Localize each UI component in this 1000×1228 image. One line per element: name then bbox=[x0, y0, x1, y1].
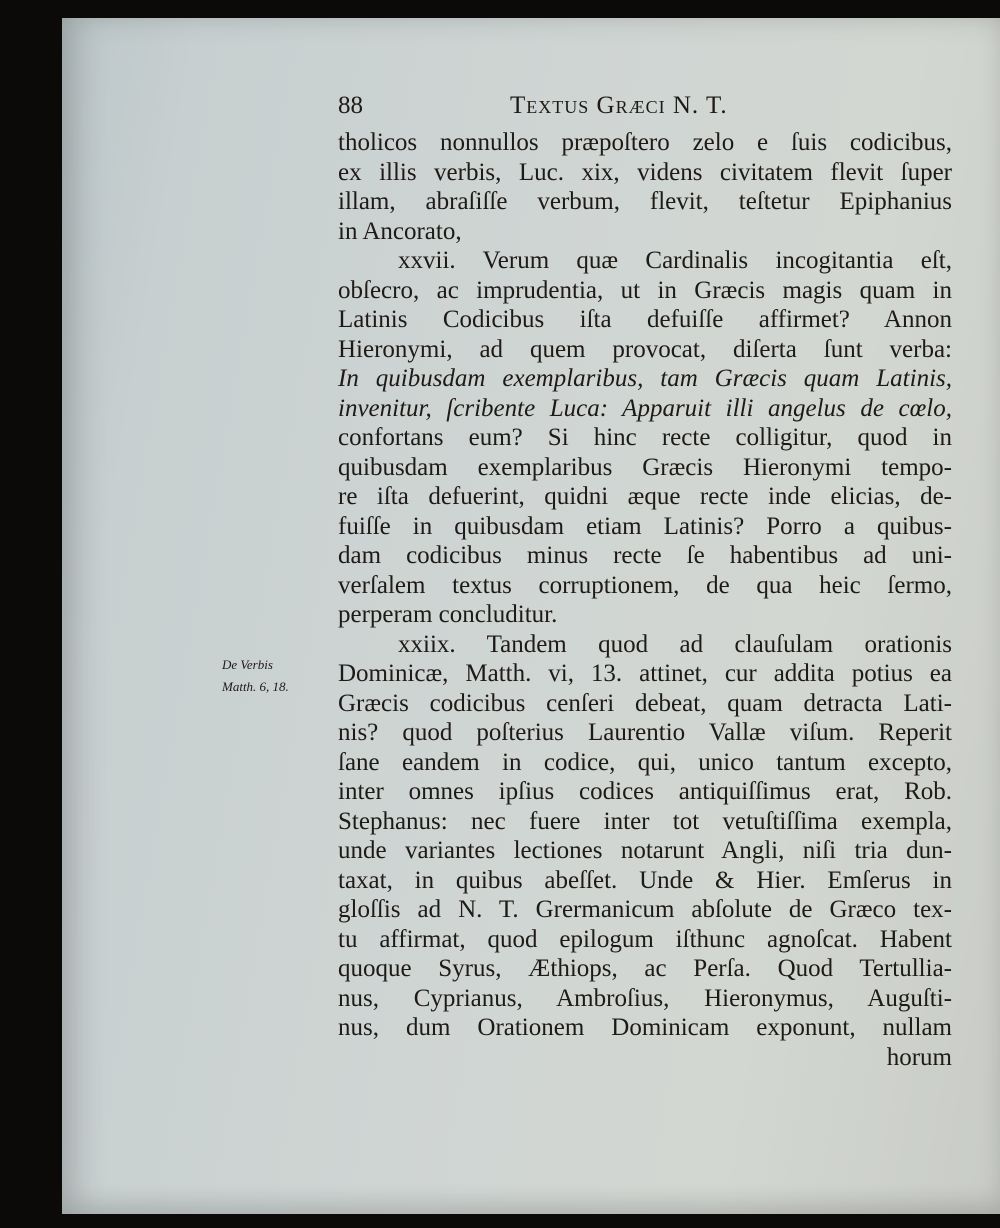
text-line: quoque Syrus, Æthiops, ac Perſa. Quod Tertullia- bbox=[338, 955, 952, 982]
text-line: nus, Cyprianus, Ambroſius, Hieronymus, Auguſti- bbox=[338, 984, 952, 1012]
text-line: Dominicæ, Matth. vi, 13. attinet, cur addita potius ea bbox=[338, 660, 952, 687]
text-line: inter omnes ipſius codices antiquiſſimus erat, Rob. bbox=[338, 778, 952, 805]
page-number: 88 bbox=[338, 92, 363, 119]
text-line: perperam concluditur. bbox=[338, 601, 558, 628]
text-line: quibusdam exemplaribus Græcis Hieronymi tempo- bbox=[338, 453, 952, 481]
text-line: Græcis codicibus cenſeri debeat, quam detracta Lati- bbox=[338, 689, 952, 717]
text-line: taxat, in quibus abeſſet. Unde & Hier. Emſerus in bbox=[338, 866, 952, 894]
catchword: horum bbox=[886, 1043, 952, 1071]
text-line: Stephanus: nec fuere inter tot vetuſtiſſima exempla, bbox=[338, 807, 952, 835]
text-line: xxvii. Verum quæ Cardinalis incogitantia eſt, bbox=[398, 247, 952, 274]
text-line: gloſſis ad N. T. Grermanicum abſolute de Græco tex- bbox=[338, 896, 952, 923]
text-line: In quibusdam exemplaribus, tam Græcis quam Latinis, bbox=[338, 365, 952, 392]
text-line: illam, abraſiſſe verbum, flevit, teſtetur Epiphanius bbox=[338, 188, 952, 215]
text-line: tholicos nonnullos præpoſtero zelo e ſuis codicibus, bbox=[338, 129, 952, 156]
text-line: xxiix. Tandem quod ad clauſulam orationis bbox=[398, 630, 952, 658]
text-line: tu affirmat, quod epilogum iſthunc agnoſcat. Habent bbox=[338, 925, 952, 953]
text-line: verſalem textus corruptionem, de qua heic ſermo, bbox=[338, 571, 952, 599]
margin-note-line: Matth. 6, 18. bbox=[222, 679, 289, 694]
text-line: Latinis Codicibus iſta defuiſſe affirmet? Annon bbox=[338, 306, 952, 333]
running-head: Textus Græci N. T. bbox=[510, 92, 728, 119]
margin-note-line: De Verbis bbox=[222, 657, 273, 672]
text-line: dam codicibus minus recte ſe habentibus ad uni- bbox=[338, 542, 952, 569]
text-line: nis? quod poſterius Laurentio Vallæ viſum. Reperit bbox=[338, 719, 952, 746]
text-line: Hieronymi, ad quem provocat, diſerta ſunt verba: bbox=[338, 335, 952, 363]
text-line: unde variantes lectiones notarunt Angli, niſi tria dun- bbox=[338, 837, 952, 864]
text-line: obſecro, ac imprudentia, ut in Græcis magis quam in bbox=[338, 276, 952, 304]
text-line: invenitur, ſcribente Luca: Apparuit illi angelus de cœlo, bbox=[338, 394, 952, 422]
body-text bbox=[338, 128, 952, 1072]
text-line: in Ancorato, bbox=[338, 217, 462, 245]
text-line: re iſta defuerint, quidni æque recte inde elicias, de- bbox=[338, 483, 952, 510]
margin-note bbox=[222, 654, 332, 698]
text-line: ſane eandem in codice, qui, unico tantum excepto, bbox=[338, 748, 952, 776]
text-line: fuiſſe in quibusdam etiam Latinis? Porro a quibus- bbox=[338, 512, 952, 540]
text-line: confortans eum? Si hinc recte colligitur, quod in bbox=[338, 424, 952, 451]
text-line: ex illis verbis, Luc. xix, videns civitatem flevit ſuper bbox=[338, 158, 952, 186]
text-line: nus, dum Orationem Dominicam exponunt, nullam bbox=[338, 1014, 952, 1041]
page-header bbox=[338, 86, 988, 126]
